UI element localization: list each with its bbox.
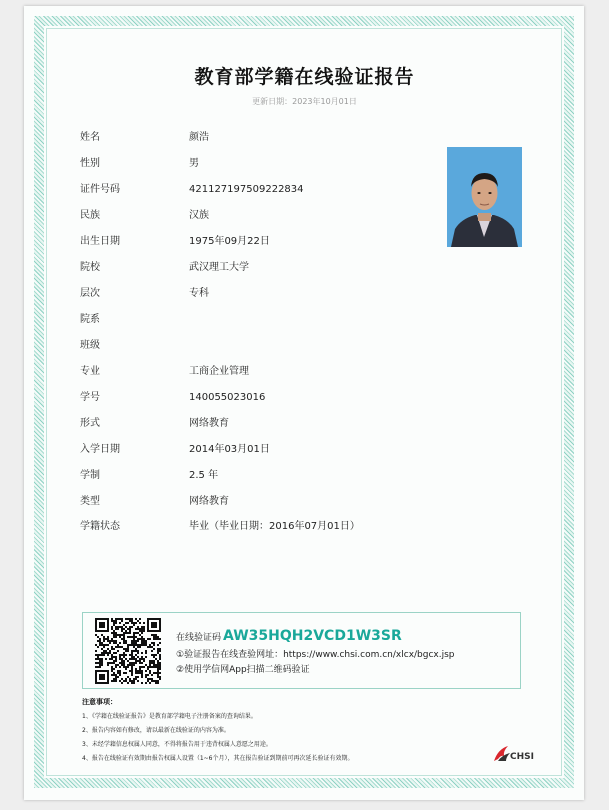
student-photo (447, 147, 522, 247)
field-value: 男 (189, 158, 199, 169)
field-label: 性别 (80, 158, 100, 169)
note-item: 2、报告内容如有修改，请以最新在线验证的内容为准。 (82, 727, 230, 734)
field-value: 毕业（毕业日期：2016年07月01日） (189, 521, 360, 532)
field-label: 班级 (80, 340, 100, 351)
qr-code-icon[interactable] (95, 618, 161, 684)
field-value: 2.5 年 (189, 470, 219, 481)
report-title: 教育部学籍在线验证报告 (194, 66, 415, 88)
field-value: 工商企业管理 (189, 366, 249, 377)
field-label: 类型 (80, 496, 100, 507)
notes-title: 注意事项： (82, 698, 117, 706)
field-value: 421127197509222834 (189, 184, 304, 195)
note-item: 3、未经学籍信息权属人同意，不得将报告用于违背权属人意愿之用途。 (82, 741, 272, 748)
field-label: 学号 (80, 392, 100, 403)
field-label: 姓名 (80, 132, 100, 143)
field-value: 专科 (189, 288, 209, 299)
field-value: 网络教育 (189, 496, 229, 507)
field-label: 学籍状态 (80, 521, 120, 532)
field-label: 学制 (80, 470, 100, 481)
chsi-logo-text: CHSI (510, 752, 534, 762)
field-value: 颜浩 (189, 132, 209, 143)
verification-code-line (176, 628, 402, 644)
field-value: 武汉理工大学 (189, 262, 249, 273)
field-value: 网络教育 (189, 418, 229, 429)
note-item: 4、报告在线验证有效期由报告权属人设置（1~6个月），其在报告验证到期前可再次延长验证有效期。 (82, 755, 354, 762)
note-item: 1、《学籍在线验证报告》是教育部学籍电子注册备案的查询结果。 (82, 713, 257, 720)
verification-code: AW35HQH2VCD1W3SR (223, 628, 402, 644)
verification-code-prefix: 在线验证码 (176, 633, 222, 643)
field-label: 入学日期 (80, 444, 120, 455)
verification-app-line: ②使用学信网App扫描二维码验证 (176, 665, 310, 675)
field-value: 1975年09月22日 (189, 236, 270, 247)
verification-url-line: ①验证报告在线查验网址：https://www.chsi.com.cn/xlcx/bgcx.jsp (176, 650, 455, 660)
field-label: 专业 (80, 366, 100, 377)
field-value: 140055023016 (189, 392, 266, 403)
field-label: 出生日期 (80, 236, 120, 247)
update-date: 更新日期：2023年10月01日 (252, 97, 357, 106)
field-label: 院校 (80, 262, 100, 273)
field-label: 民族 (80, 210, 100, 221)
field-value: 汉族 (189, 210, 209, 221)
field-label: 证件号码 (80, 184, 120, 195)
field-value: 2014年03月01日 (189, 444, 270, 455)
field-label: 形式 (80, 418, 100, 429)
field-label: 层次 (80, 288, 100, 299)
field-label: 院系 (80, 314, 100, 325)
